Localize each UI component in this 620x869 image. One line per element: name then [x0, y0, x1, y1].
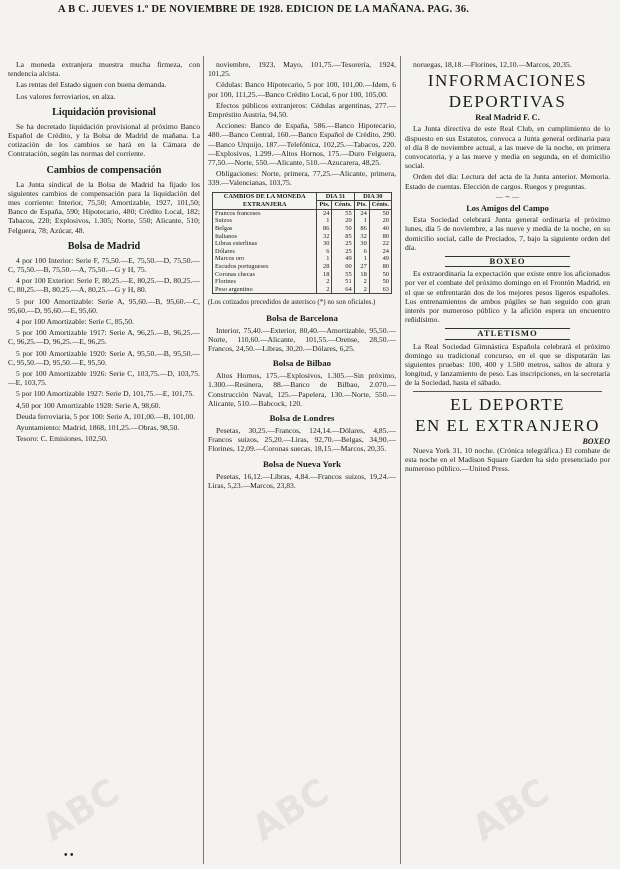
page-mark: • • [64, 850, 74, 861]
currency-value: 24 [354, 209, 369, 217]
paragraph: Pesetas, 16,12.—Libras, 4,84.—Francos suizos, 19,24.—Liras, 5,23.—Marcos, 23,83. [208, 471, 396, 490]
currency-value: 86 [354, 225, 369, 233]
currency-value: 30 [317, 240, 332, 248]
table-row [213, 225, 392, 233]
paragraph: Esta Sociedad celebrará Junta general ordinaria el próximo lunes, día 5 de noviembre, a las nueve y media de la noche, en su domicilio social, calle de Preciados, 7, bajo la siguiente orden del día. [405, 215, 610, 252]
paragraph: Pesetas, 30,25.—Francos, 124,14.—Dólares, 4,85.—Francos suizos, 25,20.—Liras, 92,70.—Belgas, 34,90.—Florines, 12,09.—Coronas suecas, 18,15.—Marcos, 20,35. [208, 425, 396, 454]
currency-value: 32 [354, 233, 369, 241]
quote-line: 5 por 100 Amortizable: Serie A, 95,60.—B, 95,60.—C, 95,60.—D, 95,60.—E, 95,60. [8, 296, 200, 315]
section-title-bilbao: Bolsa de Bilbao [272, 358, 332, 369]
paragraph: noviembre, 1923, Mayo, 101,75.—Tesorería, 1924, 101,25. [208, 60, 396, 79]
table-subheader: Pts. [317, 201, 332, 210]
paragraph: Los valores ferroviarios, en alza. [16, 91, 116, 101]
currency-value: 50 [369, 278, 391, 286]
currency-value: 18 [354, 271, 369, 279]
section-title-liquidacion: Liquidación provisional [52, 106, 156, 118]
quote-line: 4 por 100 Interior: Serie F, 75,50.—E, 75,50.—D, 75,50.—C, 75,50.—B, 75,50.—A, 75,50.—G y H, 75. [8, 255, 200, 275]
deportes-heading-line-2: DEPORTIVAS [448, 92, 567, 112]
currency-name: Italianos [213, 233, 317, 241]
currency-value: 24 [317, 209, 332, 217]
quote-line: Deuda ferroviaria, 5 por 100: Serie A, 101,00.—B, 101,00. [16, 411, 196, 421]
section-title-nueva-york: Bolsa de Nueva York [262, 458, 342, 469]
paragraph: La Real Sociedad Gimnástica Española celebrará el próximo domingo su tradicional concurso, en el que se disputarán las siguientes pruebas: 100, 400 y 1.500 metros, saltos de altura y longitud, y lanzamiento de peso. Las inscripciones, en la secretaría de la Sociedad, hasta el sábado. [405, 341, 610, 388]
quote-line: 5 por 100 Amortizable 1926: Serie C, 103,75.—D, 103,75.—E, 103,75. [8, 369, 200, 388]
currency-name: Marcos oro [213, 255, 317, 263]
currency-value: 80 [369, 263, 391, 271]
column-2 [208, 60, 396, 860]
quote-line: 4 por 100 Amortizable: Serie C, 85,50. [16, 317, 134, 327]
currency-value: 2 [317, 278, 332, 286]
table-row [213, 248, 392, 256]
quote-line: Tesoro: C. Emisiones, 102,50. [16, 434, 108, 444]
extranjero-heading-line-2: EN EL EXTRANJERO [415, 415, 600, 435]
paragraph: Se ha decretado liquidación provisional al próximo Banco Español de Crédito, y la Bolsa de Madrid de mañana. La cotización de los cambios se hará en la Cámara de Contratación, según las normas del corriente. [8, 121, 200, 159]
club-title: Real Madrid F. C. [475, 113, 540, 123]
table-row [213, 209, 392, 217]
column-3 [405, 60, 610, 860]
table-row [213, 263, 392, 271]
table-header-title: CAMBIOS DE LA MONEDA EXTRANJERA [213, 192, 317, 209]
paragraph: La Junta directiva de este Real Club, en cumplimiento de lo dispuesto en sus Estatutos, convoca a Junta general ordinaria para el día 8 de noviembre actual, a las nueve de la noche, en primera convocatoria, y a las nueve y media en segunda, en el domicilio social. [405, 124, 610, 171]
currency-value: 50 [369, 209, 391, 217]
currency-value: 30 [354, 240, 369, 248]
currency-value: 32 [317, 233, 332, 241]
paragraph: Altos Hornos, 175.—Explosivos, 1.305.—Sin próximo, 1.300.—Resinera, 88.—Banco de Bilbao, 2.070.—Construcción Naval, 125.—Papelera, 130.—Norte, 550.—Alicante, 510.—Babcock, 120. [208, 371, 396, 408]
boxeo-heading: BOXEO [445, 256, 570, 267]
currency-table-body [213, 209, 392, 294]
table-row [213, 233, 392, 241]
quote-line: 4 por 100 Exterior: Serie F, 80,25.—E, 80,25.—D, 80,25.—C, 80,25.—B, 80,25.—A, 80,25.—G y H, 80. [8, 276, 200, 295]
currency-value: 80 [369, 233, 391, 241]
table-row [213, 278, 392, 286]
currency-value: 49 [332, 255, 354, 263]
table-header-day: DIA 30 [354, 192, 391, 201]
column-rule [400, 56, 401, 864]
watermark-logo: ABC [465, 771, 557, 850]
section-title-barcelona: Bolsa de Barcelona [266, 312, 338, 323]
currency-value: 55 [332, 271, 354, 279]
currency-value: 6 [317, 248, 332, 256]
paragraph: Es extraordinaria la expectación que existe entre los aficionados por ver el combate del próximo domingo en el Frontón Madrid, en el que se enfrentarán dos de los mejores pesos ligeros españoles. Los entrenamientos de ambos púgiles se han seguido con gran interés por numeroso público y la afición espera un encuentro reñidísimo. [405, 269, 610, 325]
currency-value: 49 [369, 255, 391, 263]
table-row [213, 271, 392, 279]
paragraph: La Junta sindical de la Bolsa de Madrid ha fijado los siguientes cambios de compensación para la liquidación del mes corriente: Interior, 75,50; Amortizable, 1927, 101,50; Banco de España, 590; Hipotecario, 480; Crédito Local, 182; Tabacos, 220; Explosivos, 1.305; Norte, 550; Alicante, 510; Felguera, 78; Azúcar, 48. [8, 179, 200, 235]
quote-line: 5 por 100 Amortizable 1920: Serie A, 95,50.—B, 95,50.—C, 95,50.—D, 95,50.—E, 95,50. [8, 348, 200, 367]
paragraph: Orden del día: Lectura del acta de la Junta anterior. Memoria. Estado de cuentas. Elección de cargos. Ruegos y preguntas. [405, 172, 610, 191]
table-row [213, 286, 392, 294]
section-title-bolsa-madrid: Bolsa de Madrid [67, 240, 141, 252]
currency-value: 25 [332, 248, 354, 256]
currency-value: 28 [317, 263, 332, 271]
table-row [213, 255, 392, 263]
currency-name: Coronas checas [213, 271, 317, 279]
currency-value: 1 [354, 255, 369, 263]
deportes-heading-line-1: INFORMACIONES [427, 71, 588, 91]
amigos-title: Los Amigos del Campo [466, 204, 549, 214]
paragraph: La moneda extranjera muestra mucha firmeza, con tendencia alcista. [8, 60, 200, 79]
currency-name: Dólares [213, 248, 317, 256]
watermark-logo: ABC [35, 771, 127, 850]
currency-value: 2 [354, 278, 369, 286]
divider [413, 391, 602, 392]
extranjero-heading-line-1: EL DEPORTE [450, 394, 565, 414]
currency-value: 86 [317, 225, 332, 233]
currency-value: 55 [332, 209, 354, 217]
quote-line: 5 por 100 Amortizable 1927: Serie D, 101,75.—E, 101,75. [16, 389, 195, 399]
currency-name: Belgas [213, 225, 317, 233]
currency-name: Florines [213, 278, 317, 286]
currency-value: 51 [332, 278, 354, 286]
ornament-divider: — ∼ — [495, 192, 520, 201]
paragraph: Interior, 75,40.—Exterior, 80,40.—Amortizable, 95,50.—Norte, 110,60.—Alicante, 101,55.—Orense, 28,50.—Francos, 24,50.—Libras, 30,20.—Dólares, 6,25. [208, 325, 396, 353]
boxeo-subheading: BOXEO [582, 436, 610, 446]
currency-value: 20 [369, 217, 391, 225]
currency-name: Francos franceses [213, 209, 317, 217]
quote-line: 4,50 por 100 Amortizable 1928: Serie A, 98,60. [16, 400, 161, 410]
currency-value: 24 [369, 248, 391, 256]
currency-value: 27 [354, 263, 369, 271]
table-subheader: Cénts. [332, 201, 354, 210]
currency-value: 64 [332, 286, 354, 294]
quote-line: Ayuntamiento: Madrid, 1868, 101,25.—Obras, 98,50. [16, 423, 180, 433]
section-title-cambios: Cambios de compensación [46, 164, 162, 176]
currency-table [212, 192, 392, 295]
currency-value: 18 [317, 271, 332, 279]
paragraph: Cédulas: Banco Hipotecario, 5 por 100, 101,00.—Idem, 6 por 100, 111,25.—Banco Crédito Local, 6 por 100, 105,00. [208, 80, 396, 99]
page-header: A B C. JUEVES 1.º DE NOVIEMBRE DE 1928. EDICION DE LA MAÑANA. PAG. 36. [58, 4, 470, 15]
currency-name: Suizos [213, 217, 317, 225]
currency-value: 2 [354, 286, 369, 294]
currency-value: 40 [369, 225, 391, 233]
table-subheader: Cénts. [369, 201, 391, 210]
currency-value: 25 [332, 240, 354, 248]
section-title-londres: Bolsa de Londres [269, 412, 335, 423]
table-note: (Los cotizados precedidos de asterisco (*) no son oficiales.) [208, 298, 376, 307]
currency-value: 50 [369, 271, 391, 279]
currency-value: 63 [369, 286, 391, 294]
paragraph: Nueva York 31, 10 noche. (Crónica telegráfica.) El combate de esta noche en el Madison Square Garden ha sido presenciado por numeroso público.—United Press. [405, 445, 610, 474]
currency-name: Libras esterlinas [213, 240, 317, 248]
paragraph: noruegas, 18,18.—Florines, 12,10.—Marcos, 20,35. [413, 60, 572, 69]
currency-value: 1 [317, 255, 332, 263]
currency-value: 50 [332, 225, 354, 233]
currency-name: Peso argentino [213, 286, 317, 294]
currency-value: 1 [317, 217, 332, 225]
table-subheader: Pts. [354, 201, 369, 210]
quote-line: 5 por 100 Amortizable 1917: Serie A, 96,25.—B, 96,25.—C, 96,25.—D, 96,25.—E, 96,25. [8, 328, 200, 347]
currency-value: 2 [317, 286, 332, 294]
table-row [213, 217, 392, 225]
currency-value: 20 [332, 217, 354, 225]
table-row [213, 240, 392, 248]
currency-value: 22 [369, 240, 391, 248]
currency-value: 00 [332, 263, 354, 271]
paragraph: Las rentas del Estado siguen con buena demanda. [16, 80, 167, 90]
paragraph: Acciones: Banco de España, 586.—Banco Hipotecario, 480.—Banco Central, 160.—Banco Español de Crédito, 290.—Banco Urquijo, 187.—Telefónica, 102,25.—Tabacos, 220.—Explosivos, 1.299.—Altos Hornos, 175.—Duro Felguera, 77,50.—Norte, 550.—Alicante, 510.—Azucarera, 48,25. [208, 121, 396, 168]
column-1 [8, 60, 200, 860]
currency-value: 6 [354, 248, 369, 256]
paragraph: Obligaciones: Norte, primera, 77,25.—Alicante, primera, 339.—Valencianas, 103,75. [208, 169, 396, 188]
paragraph: Efectos públicos extranjeros: Cédulas argentinas, 277.—Empréstito Austria, 94,50. [208, 100, 396, 120]
currency-name: Escudos portugueses [213, 263, 317, 271]
watermark-logo: ABC [245, 771, 337, 850]
currency-value: 1 [354, 217, 369, 225]
column-rule [203, 56, 204, 864]
currency-value: 85 [332, 233, 354, 241]
table-header-day: DIA 31 [317, 192, 354, 201]
atletismo-heading: ATLETISMO [445, 328, 570, 339]
